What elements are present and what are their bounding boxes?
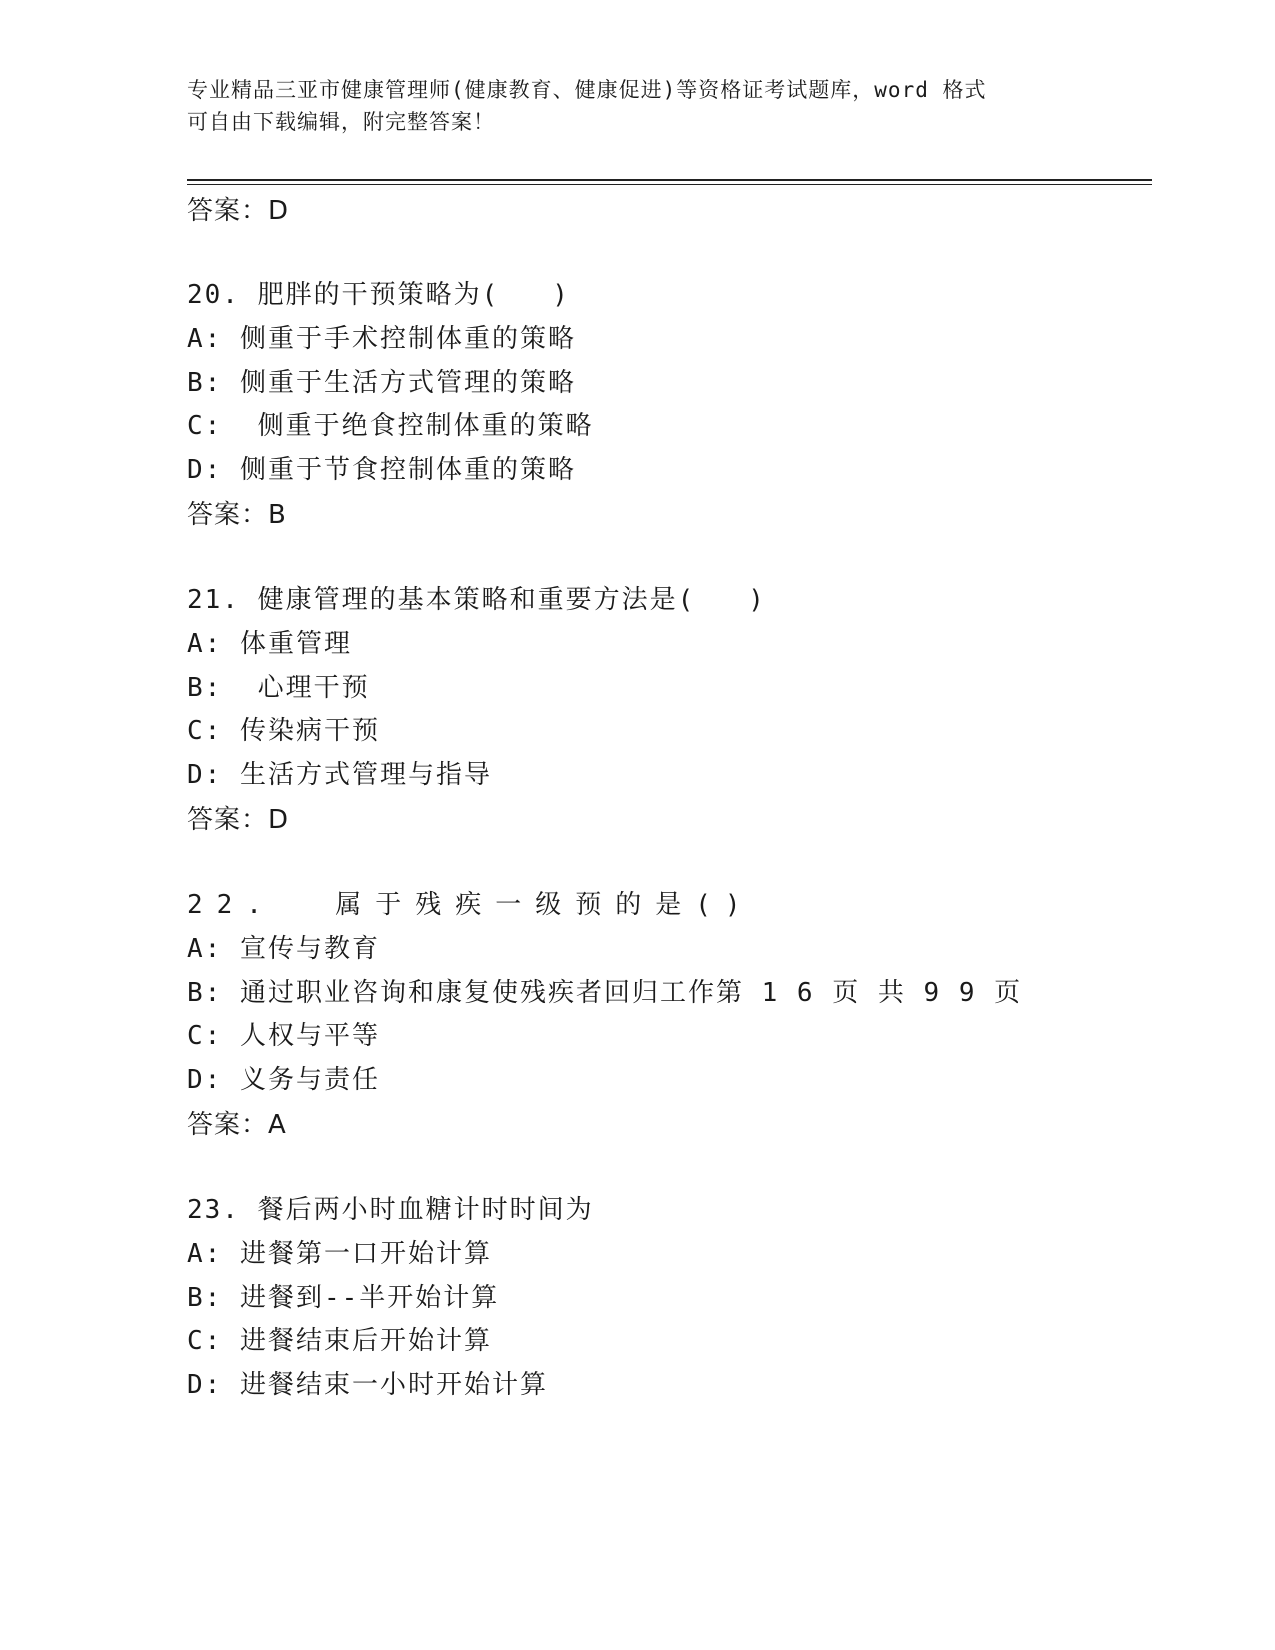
question-23: 23. 餐后两小时血糖计时时间为 bbox=[187, 1195, 594, 1225]
question-22: 22. 属于残疾一级预的是() bbox=[187, 890, 755, 920]
header-line-2: 可自由下载编辑，附完整答案！ bbox=[187, 110, 495, 134]
header-line-1: 专业精品三亚市健康管理师(健康教育、健康促进)等资格证考试题库，word 格式 bbox=[187, 78, 987, 102]
answer-line: 答案：D bbox=[187, 196, 290, 226]
option-line: A: 侧重于手术控制体重的策略 bbox=[187, 324, 576, 354]
option-line: C: 进餐结束后开始计算 bbox=[187, 1326, 492, 1356]
option-line: D: 侧重于节食控制体重的策略 bbox=[187, 455, 576, 485]
document-header bbox=[187, 74, 1087, 138]
answer-line: 答案：A bbox=[187, 1110, 287, 1140]
question-20: 20. 肥胖的干预策略为( ) bbox=[187, 280, 570, 310]
option-line-with-page-footer: B: 通过职业咨询和康复使残疾者回归工作第 1 6 页 共 9 9 页 bbox=[187, 978, 1023, 1008]
header-divider-thin bbox=[187, 184, 1152, 185]
option-line: A: 进餐第一口开始计算 bbox=[187, 1239, 492, 1269]
answer-line: 答案：B bbox=[187, 500, 287, 530]
option-line: D: 进餐结束一小时开始计算 bbox=[187, 1370, 548, 1400]
option-line: B: 心理干预 bbox=[187, 673, 370, 703]
header-divider-thick bbox=[187, 179, 1152, 181]
answer-line: 答案：D bbox=[187, 805, 290, 835]
option-line: C: 人权与平等 bbox=[187, 1021, 380, 1051]
option-line: C: 传染病干预 bbox=[187, 716, 380, 746]
option-line: D: 生活方式管理与指导 bbox=[187, 760, 492, 790]
option-line: A: 体重管理 bbox=[187, 629, 352, 659]
option-line: C: 侧重于绝食控制体重的策略 bbox=[187, 411, 594, 441]
option-line: B: 进餐到--半开始计算 bbox=[187, 1283, 500, 1313]
option-line: D: 义务与责任 bbox=[187, 1065, 380, 1095]
option-line: B: 侧重于生活方式管理的策略 bbox=[187, 368, 576, 398]
question-21: 21. 健康管理的基本策略和重要方法是( ) bbox=[187, 585, 766, 615]
option-line: A: 宣传与教育 bbox=[187, 934, 380, 964]
